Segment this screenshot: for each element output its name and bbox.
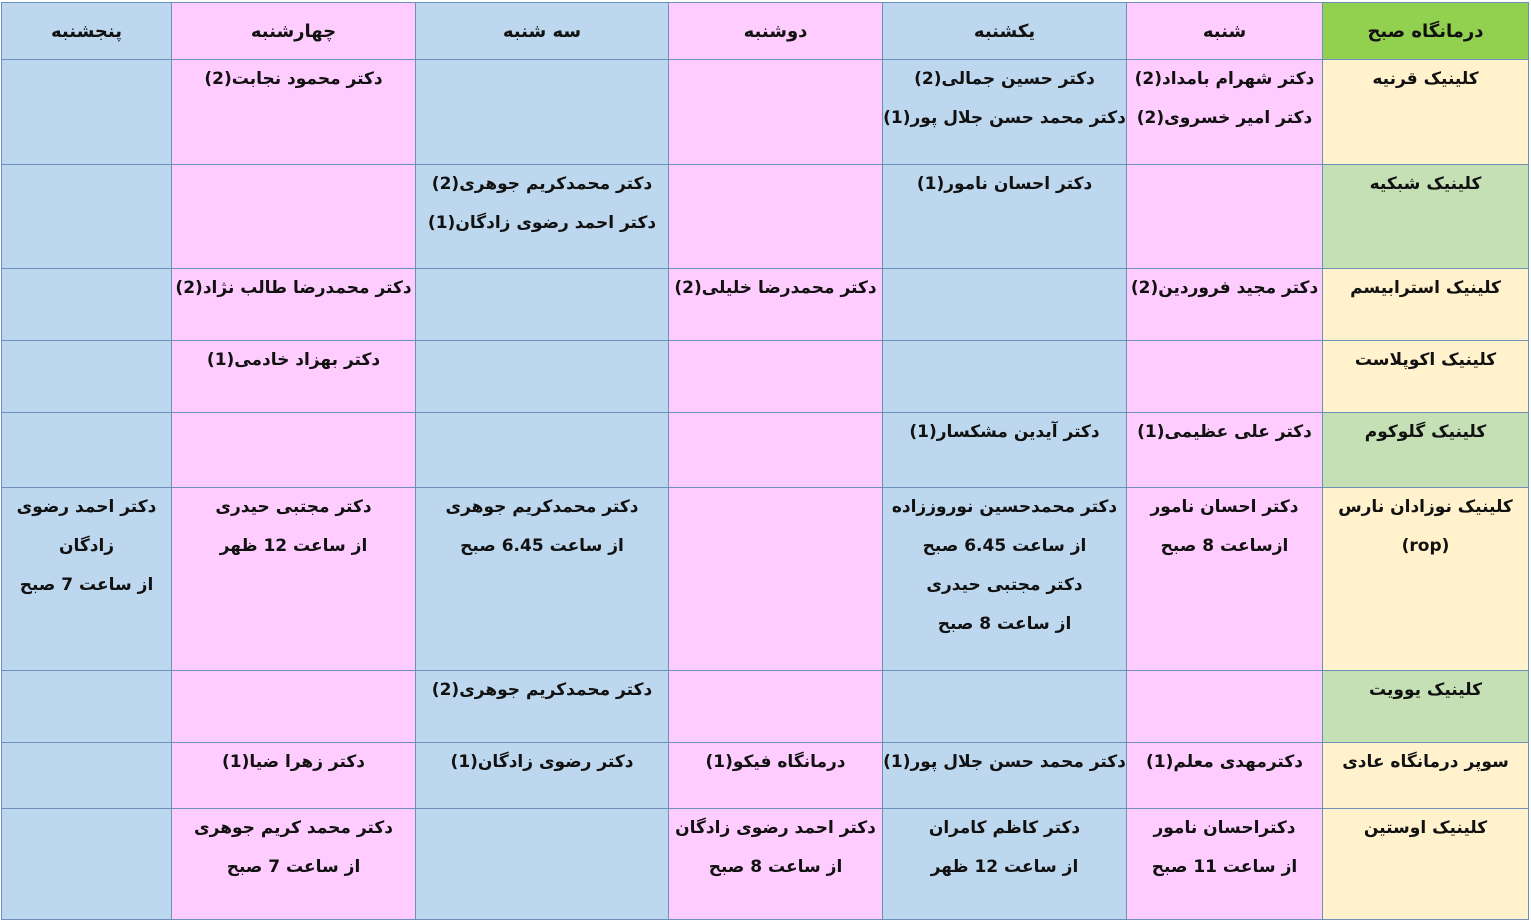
clinic-name: کلینیک شبکیه [1369, 174, 1482, 194]
sunday-cell [883, 269, 1127, 341]
header-saturday: شنبه [1127, 3, 1323, 60]
table-row [2, 488, 1529, 671]
clinic-name-cell [1323, 269, 1529, 341]
wednesday-cell [172, 60, 416, 165]
doctor-entry: دکتر شهرام بامداد(2) [1134, 69, 1315, 89]
time-entry: از ساعت 12 ظهر [219, 536, 368, 556]
tuesday-cell [416, 341, 669, 413]
monday-cell [669, 488, 883, 671]
doctor-entry: دکتر کاظم کامران [928, 818, 1081, 838]
thursday-cell [2, 341, 172, 413]
doctor-entry: زادگان [58, 536, 115, 556]
time-entry: از ساعت 7 صبح [226, 857, 361, 877]
clinic-name-cell [1323, 60, 1529, 165]
tuesday-cell [416, 165, 669, 269]
clinic-name-cell [1323, 671, 1529, 743]
table-row [2, 269, 1529, 341]
clinic-name-cell [1323, 743, 1529, 809]
thursday-cell [2, 269, 172, 341]
header-monday: دوشنبه [669, 3, 883, 60]
sunday-cell [883, 165, 1127, 269]
wednesday-cell [172, 809, 416, 920]
thursday-cell [2, 413, 172, 488]
tuesday-cell [416, 413, 669, 488]
tuesday-cell [416, 671, 669, 743]
clinic-name: کلینیک گلوکوم [1364, 422, 1487, 442]
doctor-entry: دکتر بهزاد خادمی(1) [206, 350, 381, 370]
tuesday-cell [416, 269, 669, 341]
doctor-entry: دکتر محمد حسن جلال پور(1) [883, 752, 1126, 772]
saturday-cell [1127, 488, 1323, 671]
sunday-cell [883, 671, 1127, 743]
doctor-entry: دکتر امیر خسروی(2) [1136, 108, 1313, 128]
header-tuesday: سه شنبه [416, 3, 669, 60]
table-row [2, 413, 1529, 488]
doctor-entry: دکتر محمدکریم جوهری(2) [431, 680, 653, 700]
monday-cell [669, 269, 883, 341]
doctor-entry: دکتر احمد رضوی [16, 497, 157, 517]
sunday-cell [883, 60, 1127, 165]
doctor-entry: دکتر احسان نامور(1) [916, 174, 1093, 194]
saturday-cell [1127, 809, 1323, 920]
doctor-entry: دکتر مجتبی حیدری [926, 575, 1083, 595]
table-row [2, 809, 1529, 920]
wednesday-cell [172, 413, 416, 488]
time-entry: از ساعت 6.45 صبح [922, 536, 1087, 556]
doctor-entry: دکتر مجتبی حیدری [215, 497, 372, 517]
thursday-cell [2, 165, 172, 269]
doctor-entry: دکتر حسین جمالی(2) [914, 69, 1095, 89]
monday-cell [669, 413, 883, 488]
table-row [2, 60, 1529, 165]
table-row [2, 743, 1529, 809]
wednesday-cell [172, 165, 416, 269]
time-entry: از ساعت 11 صبح [1151, 857, 1298, 877]
sunday-cell [883, 341, 1127, 413]
saturday-cell [1127, 341, 1323, 413]
doctor-entry: دکتر زهرا ضیا(1) [221, 752, 366, 772]
doctor-entry: دکتر محمدرضا طالب نژاد(2) [175, 278, 412, 298]
saturday-cell [1127, 413, 1323, 488]
time-entry: از ساعت 12 ظهر [930, 857, 1079, 877]
monday-cell [669, 165, 883, 269]
doctor-entry: دکترمهدی معلم(1) [1146, 752, 1303, 772]
doctor-entry: دکتر محمدحسین نوروززاده [891, 497, 1118, 517]
header-sunday: یکشنبه [883, 3, 1127, 60]
wednesday-cell [172, 269, 416, 341]
doctor-entry: دکتر محمدرضا خلیلی(2) [674, 278, 877, 298]
doctor-entry: دکتر علی عظیمی(1) [1137, 422, 1312, 442]
sunday-cell [883, 809, 1127, 920]
clinic-name: کلینیک اوستین [1363, 818, 1488, 838]
table-row [2, 341, 1529, 413]
thursday-cell [2, 671, 172, 743]
doctor-entry: دکتر مجید فروردین(2) [1130, 278, 1319, 298]
time-entry: از ساعت 7 صبح [19, 575, 154, 595]
clinic-name-cell [1323, 341, 1529, 413]
header-clinic: درمانگاه صبح [1323, 3, 1529, 60]
thursday-cell [2, 488, 172, 671]
table-row [2, 671, 1529, 743]
doctor-entry: درمانگاه فیکو(1) [705, 752, 846, 772]
header-row [2, 3, 1529, 60]
sunday-cell [883, 743, 1127, 809]
time-entry: از ساعت 6.45 صبح [460, 536, 624, 556]
thursday-cell [2, 743, 172, 809]
clinic-name: سوپر درمانگاه عادی [1342, 752, 1509, 772]
doctor-entry: دکتر محمود نجابت(2) [204, 69, 383, 89]
doctor-entry: دکتر محمد کریم جوهری [194, 818, 393, 838]
header-wednesday: چهارشنبه [172, 3, 416, 60]
time-entry: از ساعت 8 صبح [937, 614, 1072, 634]
sunday-cell [883, 488, 1127, 671]
doctor-entry: دکتر احمد رضوی زادگان(1) [427, 213, 657, 233]
clinic-name: کلینیک قرنیه [1372, 69, 1479, 89]
clinic-name: کلینیک استرابیسم [1350, 278, 1501, 298]
wednesday-cell [172, 488, 416, 671]
table-row [2, 165, 1529, 269]
doctor-entry: دکتر آیدین مشکسار(1) [909, 422, 1100, 442]
tuesday-cell [416, 488, 669, 671]
sunday-cell [883, 413, 1127, 488]
monday-cell [669, 671, 883, 743]
monday-cell [669, 341, 883, 413]
clinic-schedule-table [1, 2, 1529, 920]
clinic-name-cell [1323, 165, 1529, 269]
wednesday-cell [172, 341, 416, 413]
doctor-entry: دکتراحسان نامور [1153, 818, 1296, 838]
clinic-name-cell [1323, 413, 1529, 488]
doctor-entry: دکتر محمد حسن جلال پور(1) [883, 108, 1126, 128]
wednesday-cell [172, 743, 416, 809]
thursday-cell [2, 60, 172, 165]
saturday-cell [1127, 671, 1323, 743]
doctor-entry: دکتر رضوی زادگان(1) [450, 752, 634, 772]
saturday-cell [1127, 269, 1323, 341]
wednesday-cell [172, 671, 416, 743]
clinic-name-cell [1323, 809, 1529, 920]
clinic-name: کلینیک اکوپلاست [1354, 350, 1497, 370]
time-entry: ازساعت 8 صبح [1160, 536, 1289, 556]
time-entry: از ساعت 8 صبح [708, 857, 843, 877]
monday-cell [669, 809, 883, 920]
monday-cell [669, 60, 883, 165]
tuesday-cell [416, 743, 669, 809]
doctor-entry: دکتر محمدکریم جوهری(2) [431, 174, 653, 194]
tuesday-cell [416, 60, 669, 165]
doctor-entry: دکتر احسان نامور [1150, 497, 1299, 517]
clinic-name: کلینیک نوزادان نارس (rop) [1338, 497, 1513, 556]
tuesday-cell [416, 809, 669, 920]
monday-cell [669, 743, 883, 809]
doctor-entry: دکتر احمد رضوی زادگان [675, 818, 876, 838]
saturday-cell [1127, 743, 1323, 809]
doctor-entry: دکتر محمدکریم جوهری [445, 497, 639, 517]
saturday-cell [1127, 165, 1323, 269]
clinic-name-cell [1323, 488, 1529, 671]
header-thursday: پنجشنبه [2, 3, 172, 60]
saturday-cell [1127, 60, 1323, 165]
thursday-cell [2, 809, 172, 920]
clinic-name: کلینیک یوویت [1369, 680, 1482, 700]
